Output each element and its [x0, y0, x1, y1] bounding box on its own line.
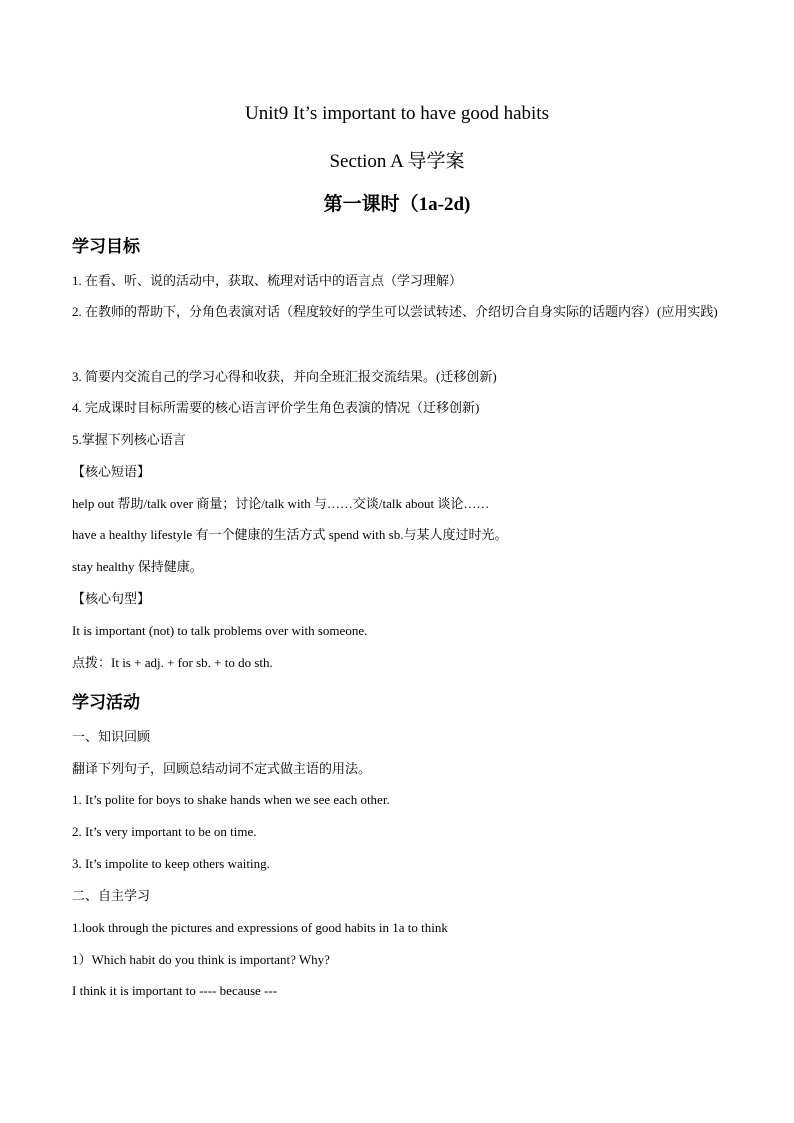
- phrase-line: stay healthy 保持健康。: [72, 559, 203, 574]
- phrases-label: 【核心短语】: [72, 464, 151, 479]
- self-study-item: 1.look through the pictures and expressions of good habits in 1a to think: [72, 920, 448, 935]
- review-item: 3. It’s impolite to keep others waiting.: [72, 856, 270, 871]
- review-item: 1. It’s polite for boys to shake hands when we see each other.: [72, 792, 390, 807]
- phrase-line: have a healthy lifestyle 有一个健康的生活方式 spend with sb.与某人度过时光。: [72, 527, 508, 542]
- objective-item: 2. 在教师的帮助下，分角色表演对话（程度较好的学生可以尝试转述、介绍切合自身实际的话题内容）(应用实践): [72, 304, 718, 319]
- self-study-item: I think it is important to ---- because ---: [72, 983, 278, 998]
- activities-heading: 学习活动: [72, 693, 140, 713]
- sentences-label: 【核心句型】: [72, 591, 151, 606]
- objective-item: 3. 简要内交流自己的学习心得和收获，并向全班汇报交流结果。(迁移创新): [72, 369, 497, 384]
- objective-item: 5.掌握下列核心语言: [72, 432, 186, 447]
- review-title: 一、知识回顾: [72, 729, 151, 744]
- core-sentence: It is important (not) to talk problems over with someone.: [72, 623, 368, 638]
- self-study-item: 1）Which habit do you think is important? Why?: [72, 952, 330, 967]
- lesson-title: 第一课时（1a-2d): [323, 194, 471, 215]
- phrase-line: help out 帮助/talk over 商量；讨论/talk with 与……交谈/talk about 谈论……: [72, 496, 490, 511]
- section-title: Section A 导学案: [329, 151, 465, 172]
- objective-item: 1. 在看、听、说的活动中，获取、梳理对话中的语言点（学习理解）: [72, 273, 463, 288]
- objective-item: 4. 完成课时目标所需要的核心语言评价学生角色表演的情况（迁移创新): [72, 400, 480, 415]
- objectives-heading: 学习目标: [72, 237, 140, 257]
- grammar-tip: 点拨：It is + adj. + for sb. + to do sth.: [72, 655, 273, 670]
- review-instruction: 翻译下列句子，回顾总结动词不定式做主语的用法。: [72, 761, 372, 776]
- unit-title: Unit9 It’s important to have good habits: [245, 103, 549, 124]
- self-study-title: 二、自主学习: [72, 888, 151, 903]
- review-item: 2. It’s very important to be on time.: [72, 824, 257, 839]
